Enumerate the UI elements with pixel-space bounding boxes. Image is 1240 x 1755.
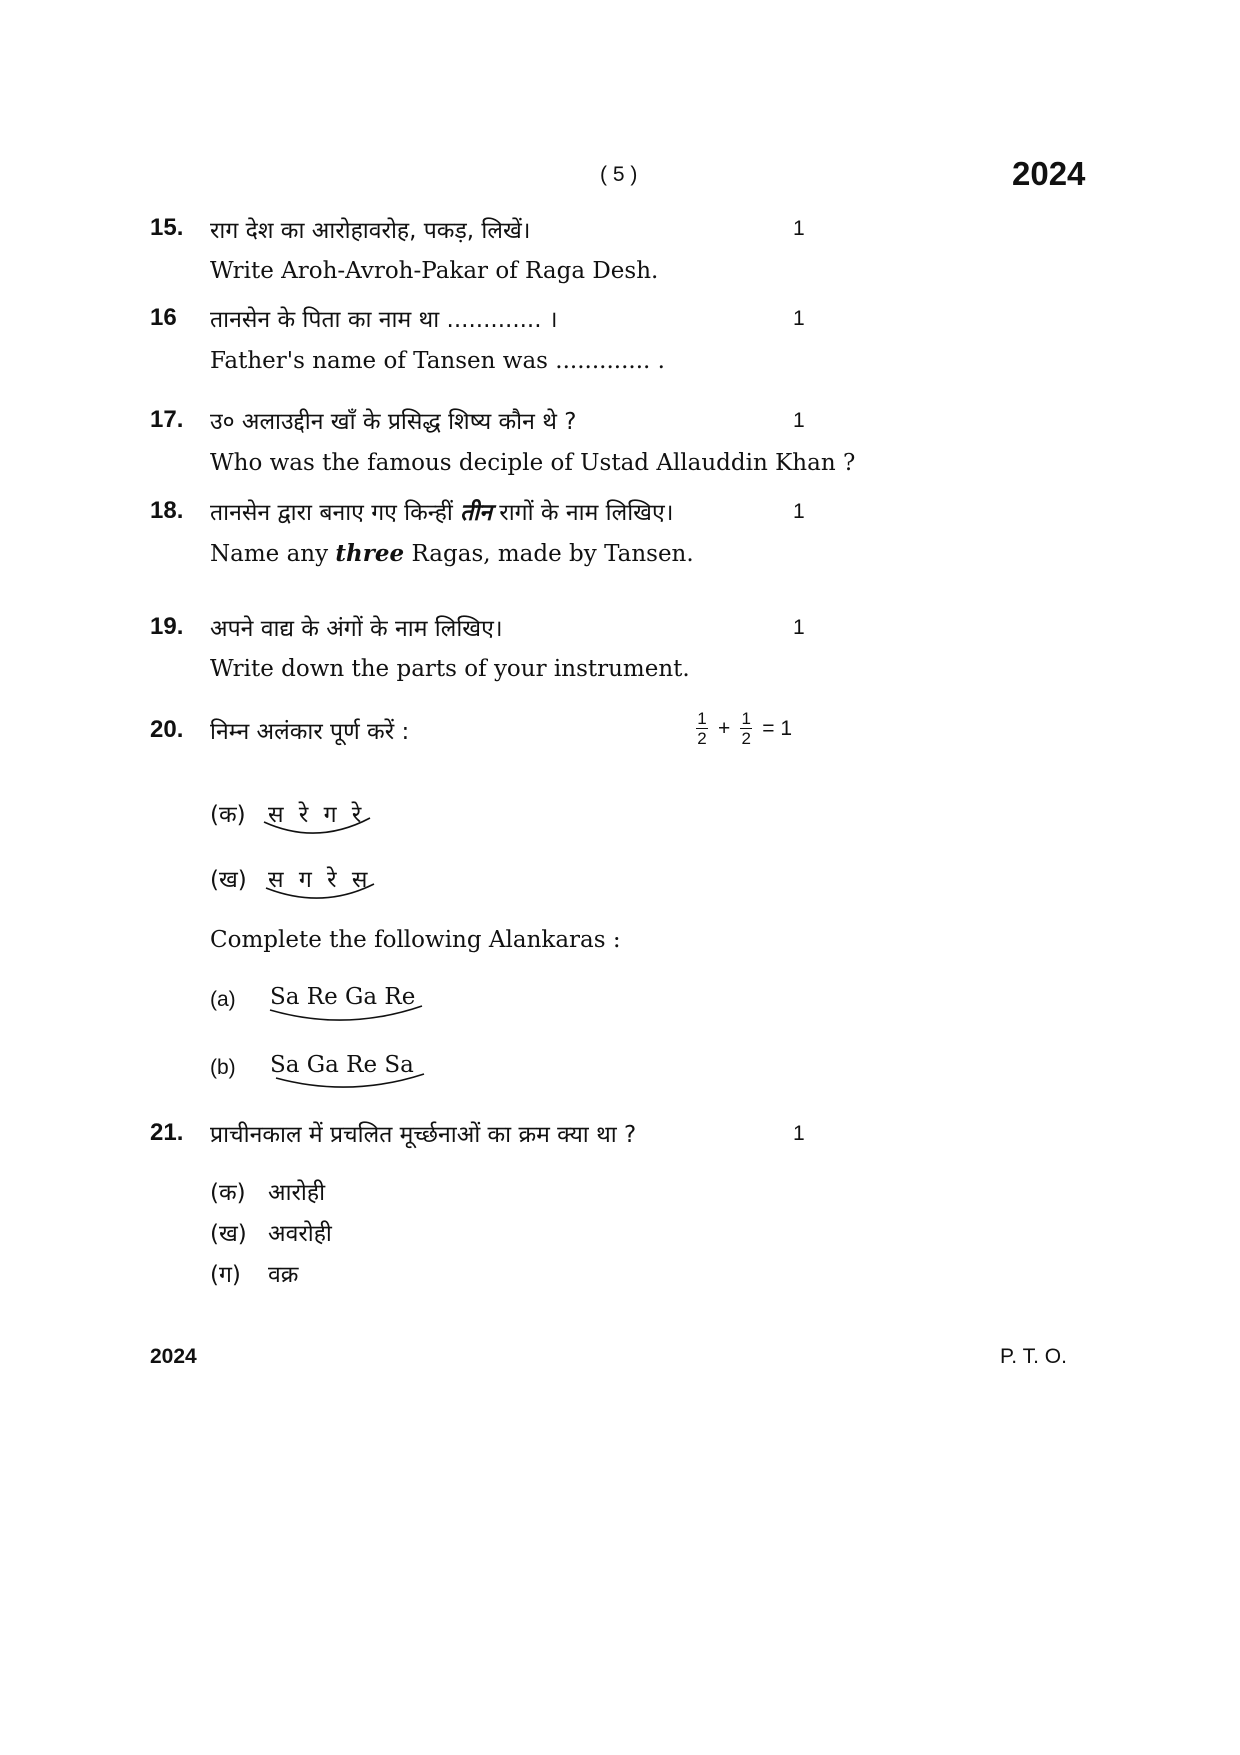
marks-fraction: $\frac{1}{2}$ + $\frac{1}{2}$ = 1 (697, 709, 793, 748)
question-hindi: तानसेन द्वारा बनाए गए किन्हीं तीन रागों के नाम लिखिए। (210, 500, 674, 526)
question-english: Write Aroh-Avroh-Pakar of Raga Desh. (210, 258, 659, 284)
pto-label: P. T. O. (1000, 1345, 1067, 1368)
question-hindi: अपने वाद्य के अंगों के नाम लिखिए। (210, 616, 503, 642)
question-marks: 1 (793, 1122, 805, 1145)
alankara-english-b: Sa Ga Re Sa (270, 1052, 414, 1078)
question-number: 19. (150, 613, 184, 640)
slur-arc-icon (260, 808, 375, 840)
paper-code-header: 2024 (1012, 155, 1086, 192)
question-english: Write down the parts of your instrument. (210, 656, 690, 682)
question-marks: 1 (793, 307, 805, 330)
option-label: (क) (210, 1180, 246, 1206)
slur-arc-icon (272, 1068, 432, 1096)
slur-arc-icon (266, 1000, 426, 1028)
question-marks: 1 (793, 217, 805, 240)
alankara-hindi-a: स रे ग रे (268, 802, 366, 828)
alankara-english-a: Sa Re Ga Re (270, 984, 416, 1010)
question-hindi: तानसेन के पिता का नाम था ............. । (210, 307, 558, 333)
option-label: (क) (210, 802, 246, 828)
question-number: 20. (150, 716, 184, 743)
question-number: 17. (150, 406, 184, 433)
question-hindi: उ० अलाउद्दीन खाँ के प्रसिद्ध शिष्य कौन थे ? (210, 409, 577, 435)
question-number: 21. (150, 1119, 184, 1146)
option-text: वक्र (268, 1262, 299, 1288)
option-label: (a) (210, 988, 236, 1011)
option-text: अवरोही (268, 1221, 332, 1247)
question-english: Father's name of Tansen was ............. . (210, 348, 665, 374)
option-text: आरोही (268, 1180, 326, 1206)
page-number: ( 5 ) (600, 163, 638, 186)
question-number: 15. (150, 214, 184, 241)
option-label: (ग) (210, 1262, 241, 1288)
paper-code-footer: 2024 (150, 1345, 197, 1368)
option-label: (ख) (210, 1221, 247, 1247)
option-label: (b) (210, 1056, 236, 1079)
question-marks: 1 (793, 409, 805, 432)
question-english: Name any three Ragas, made by Tansen. (210, 540, 694, 567)
question-hindi: प्राचीनकाल में प्रचलित मूर्च्छनाओं का क्रम क्या था ? (210, 1122, 637, 1148)
question-hindi: निम्न अलंकार पूर्ण करें : (210, 719, 410, 745)
slur-arc-icon (262, 874, 377, 906)
emphasis-three-hindi: तीन (460, 500, 492, 526)
question-english: Who was the famous deciple of Ustad Allauddin Khan ? (210, 450, 856, 476)
question-hindi: राग देश का आरोहावरोह, पकड़, लिखें। (210, 218, 531, 244)
question-marks: 1 (793, 500, 805, 523)
question-number: 16 (150, 304, 177, 331)
question-number: 18. (150, 497, 184, 524)
alankara-hindi-b: स ग रे स (268, 867, 372, 893)
option-label: (ख) (210, 867, 247, 893)
question-marks: 1 (793, 616, 805, 639)
question-english: Complete the following Alankaras : (210, 927, 621, 953)
emphasis-three-english: three (335, 540, 405, 567)
